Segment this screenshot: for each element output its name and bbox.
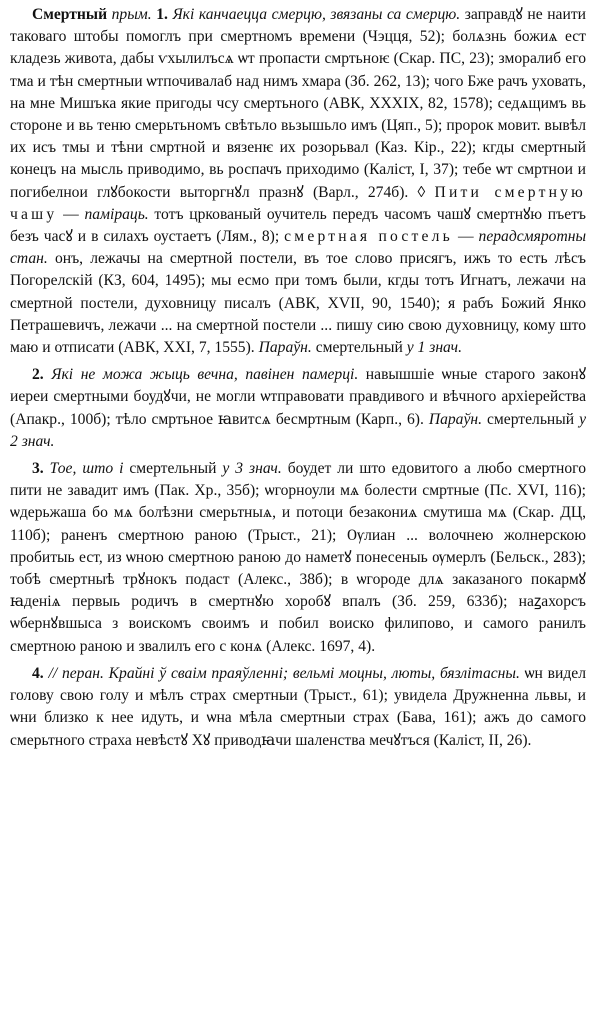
- spaced-phrase: смертная постель: [284, 228, 453, 246]
- italic-text: // перан. Крайні ў сваім праяўленні; вельмі моцны, люты, бязлітасны.: [48, 664, 520, 682]
- italic-text: Тое, што і: [49, 460, 124, 478]
- italic-text: Які канчаецца смерцю, звязаны са смерцю.: [172, 6, 461, 23]
- sense-1-paragraph: [10, 4, 586, 359]
- headword: 3.: [32, 460, 44, 478]
- italic-text: паміраць.: [84, 205, 149, 223]
- headword: 2.: [32, 366, 44, 384]
- text-run: смертельный: [482, 410, 580, 428]
- italic-text: Параўн.: [428, 410, 483, 428]
- italic-text: Які не можа жыць вечна, павінен памерці.: [51, 366, 359, 384]
- text-run: боудет ли што едовитого а любо смертного пити не завадит имъ (Пак. Хр., 35б); ѡгорноули мѧ болести смртные (Пс. XVI, 116); ѡдерьжаша бо мѧ болѣзни смерьтныѧ, и потоци безакониѧ смутиша мѧ (Скар. ДЦ, 110б); раненъ смертною раною (Трыст., 21); Ѹлиан ... волочнею жолнерскою пробитыь ест, из ѡною смертною раною до наметꙋ понесеныь ѹмерлъ (Бельск., 283); тобѣ смертныѣ трꙋнокъ подаст (Алекс., 38б); в ѡгороде длѧ заказаного покармꙋ ꙗденіѧ первыь родичъ в смертнꙋю хоробꙋ впалъ (Зб. 259, 633б); наꙁахорсъ ѡбернꙋвшыса з воискомъ своимъ и побил воиско филипово, и самого ранилъ смертною раною и звалилъ его с конѧ (Алекс. 1697, 4).: [10, 460, 586, 655]
- text-run: —: [452, 228, 479, 246]
- text-run: онъ, лежачы на смертной постели, въ тое слово присягъ, ижъ то есть лѣсъ Погорелскій (КЗ, 604, 1495); мы есмо при томъ были, кгды тотъ Игнатъ, лежачи на смертной постели, духовницу писалъ (АВК, XVII, 90, 1540); я рабъ Божий Янко Петрашевичъ, лежачи ... на смертной постели ... пишу сию свою духовницу, кому што маю и отписати (АВК, XXI, 7, 1555).: [10, 250, 586, 357]
- sense-4-paragraph: [10, 663, 586, 752]
- text-run: смертельный: [123, 460, 223, 478]
- headword: Смертный: [32, 6, 108, 23]
- italic-text: прым.: [111, 6, 152, 23]
- sense-2-paragraph: [10, 364, 586, 453]
- text-run: тотъ цркованый оучитель передъ часомъ чашꙋ смертнꙋю пъетъ безъ часꙋ и в силахъ оустаетъ (Лям., 8);: [10, 205, 587, 246]
- text-run: —: [57, 205, 85, 223]
- italic-text: перадсмяротны стан.: [10, 228, 587, 268]
- text-run: навышшіе ѡные старого законꙋ иереи смертными боудꙋчи, не могли ѡтправовати правдивого и вѣчного архіерейства (Апакр., 100б); тѣло смртьное ꙗвитсѧ бесмртным (Карп., 6).: [10, 366, 587, 428]
- italic-text: у 1 знач.: [406, 339, 462, 357]
- italic-text: у 3 знач.: [222, 460, 282, 478]
- text-run: смертельный: [311, 339, 407, 357]
- spaced-phrase: Пити смертную чашу: [10, 183, 586, 223]
- text-run: ѡн видел голову свою голу и мѣлъ страх смертныи (Трыст., 61); увидела Дружненна львы, и ѡни близко к нее идуть, и ѡна мѣла смертныи страх (Бава, 161); ажъ до самого смерьтного страха невѣстꙋ Хꙋ приводꙗчи шаленства мечꙋтъся (Калiст, II, 26).: [10, 664, 586, 749]
- sense-3-paragraph: [10, 458, 586, 658]
- headword: 4.: [32, 664, 44, 682]
- italic-text: у 2 знач.: [10, 410, 586, 450]
- italic-text: Параўн.: [258, 339, 312, 357]
- headword: 1.: [156, 6, 168, 23]
- text-run: заправдꙋ не наити таковаго штобы помоглъ при смертномъ времени (Чэцця, 52); болѧзнь божиѧ ест кладезь живота, дабы ѵхылилъсѧ ѡт пропасти смртьноѥ (Скар. ПС, 23); зморалиб его тма и тѣн смертныи ѡтпочивалаб над нимъ хмара (Зб. 262, 13); чого Бже рачъ уховать, на мне Мишъка якие пригоды чсу смертьного (АВК, XXXIX, 82, 1578); седѧщимъ вь стороне и вь теню смерьтьномъ свѣтьло вьзышьло имъ (Цяп., 5); пророк мовит. вывѣл их исъ тмы и тѣни смртной и вязенѥ их розорьвал (Каз. Кір., 22); кгды смертный конецъ на мысль приводимо, вь роспачъ приходимо (Калiст, I, 37); тебе ѡт смртнои и погибелнои глꙋбокости выторгнꙋл празнꙋ (Варл., 274б). ◊: [10, 6, 586, 201]
